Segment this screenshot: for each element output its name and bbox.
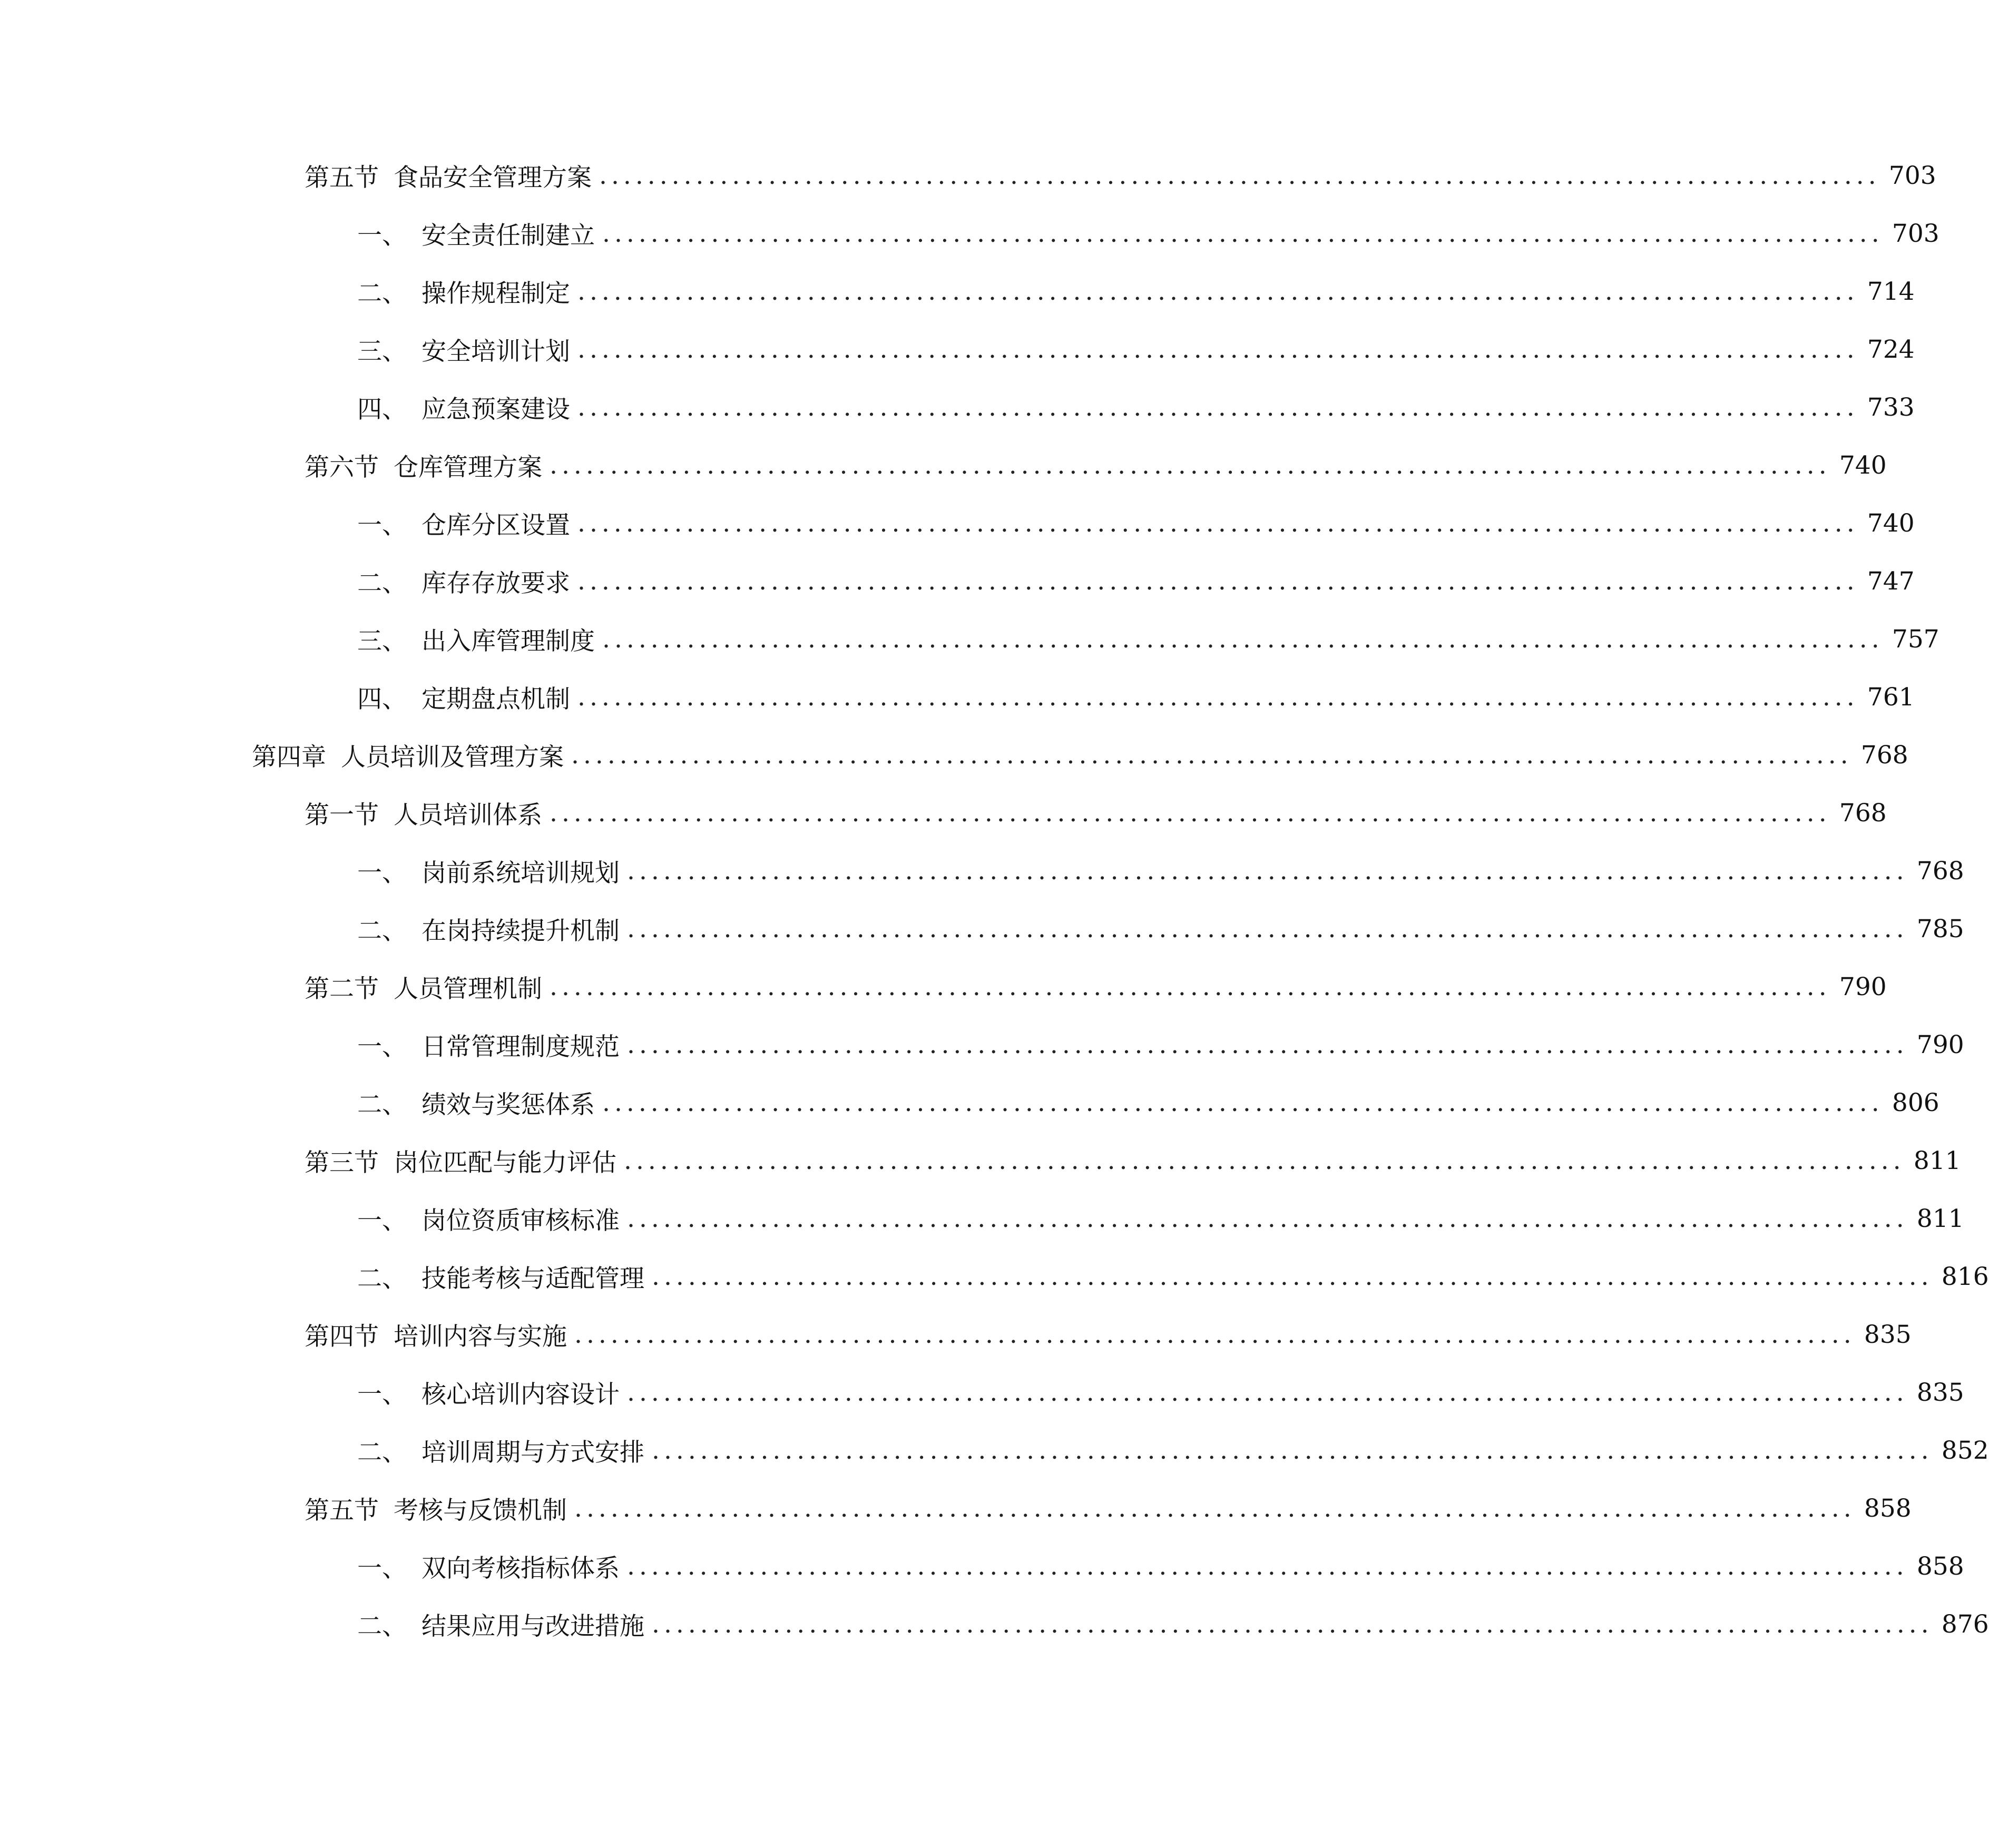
toc-entry-title: 双向考核指标体系 xyxy=(422,1554,620,1583)
toc-entry-title: 日常管理制度规范 xyxy=(422,1032,620,1061)
toc-entry-number: 四、 xyxy=(357,395,407,424)
toc-entry-page: 790 xyxy=(1839,972,1887,1001)
toc-entry-title: 出入库管理制度 xyxy=(422,626,595,656)
toc-entry-page: 733 xyxy=(1867,392,1915,422)
toc-entry-title: 人员管理机制 xyxy=(394,974,542,1004)
toc-entry-title: 技能考核与适配管理 xyxy=(422,1264,644,1293)
toc-entry[interactable] xyxy=(357,331,1915,368)
dot-leader: .......................................................................................................... xyxy=(627,1551,1908,1581)
dot-leader: .......................................................................................................... xyxy=(550,450,1831,480)
toc-entry-page: 811 xyxy=(1916,1204,1964,1233)
toc-entry-title: 核心培训内容设计 xyxy=(422,1380,620,1409)
toc-entry-number: 一、 xyxy=(357,858,407,888)
toc-entry-title: 安全培训计划 xyxy=(422,337,570,366)
toc-entry-number: 二、 xyxy=(357,916,407,946)
toc-entry-title: 应急预案建设 xyxy=(422,395,570,424)
toc-entry-label xyxy=(357,216,595,251)
toc-entry-page: 768 xyxy=(1860,740,1908,770)
toc-entry-number: 一、 xyxy=(357,1554,407,1583)
toc-entry-page: 740 xyxy=(1839,450,1887,480)
toc-entry[interactable] xyxy=(357,1374,1964,1411)
toc-entry-number: 二、 xyxy=(357,1264,407,1293)
toc-entry[interactable] xyxy=(305,157,1936,194)
toc-entry-title: 培训内容与实施 xyxy=(394,1322,567,1351)
toc-entry-label xyxy=(357,1027,620,1063)
toc-entry[interactable] xyxy=(357,679,1915,715)
toc-entry[interactable] xyxy=(357,621,1939,657)
toc-entry-number: 一、 xyxy=(357,1380,407,1409)
toc-entry[interactable] xyxy=(357,1432,1989,1469)
toc-entry-label xyxy=(252,738,564,773)
toc-entry-page: 858 xyxy=(1916,1551,1964,1581)
toc-entry-label xyxy=(305,795,542,831)
toc-entry-number: 四、 xyxy=(357,684,407,714)
toc-entry-number: 二、 xyxy=(357,279,407,308)
toc-entry-label xyxy=(357,390,570,425)
toc-entry-page: 724 xyxy=(1867,335,1915,364)
toc-entry-label xyxy=(357,332,570,367)
toc-entry[interactable] xyxy=(305,1490,1912,1527)
toc-entry-chapter[interactable] xyxy=(252,736,1908,773)
toc-entry-title: 仓库管理方案 xyxy=(394,453,542,482)
toc-entry-title: 安全责任制建立 xyxy=(422,221,595,250)
toc-entry-number: 第四节 xyxy=(305,1322,379,1351)
toc-entry-number: 第三节 xyxy=(305,1148,379,1177)
toc-entry-label xyxy=(357,1607,644,1642)
toc-entry-number: 三、 xyxy=(357,337,407,366)
toc-entry-page: 703 xyxy=(1892,219,1939,248)
toc-entry[interactable] xyxy=(305,794,1887,831)
dot-leader: .......................................................................................................... xyxy=(602,1088,1884,1117)
toc-entry[interactable] xyxy=(357,910,1964,947)
toc-entry-label xyxy=(305,1317,567,1352)
toc-entry-number: 一、 xyxy=(357,1032,407,1061)
toc-entry-page: 768 xyxy=(1916,856,1964,886)
dot-leader: .......................................................................................................... xyxy=(652,1609,1933,1639)
toc-entry-label xyxy=(357,1433,644,1468)
dot-leader: .......................................................................................................... xyxy=(577,335,1859,364)
toc-entry[interactable] xyxy=(357,1084,1939,1121)
dot-leader: .......................................................................................................... xyxy=(550,798,1831,828)
toc-entry-page: 876 xyxy=(1941,1609,1989,1639)
toc-entry-number: 第一节 xyxy=(305,800,379,830)
toc-entry-page: 816 xyxy=(1941,1262,1989,1291)
dot-leader: .......................................................................................................... xyxy=(602,624,1884,654)
toc-entry[interactable] xyxy=(357,215,1939,252)
toc-entry-title: 操作规程制定 xyxy=(422,279,570,308)
toc-entry[interactable] xyxy=(357,563,1915,599)
toc-entry[interactable] xyxy=(357,389,1915,426)
toc-entry-number: 第五节 xyxy=(305,1496,379,1525)
toc-entry-label xyxy=(357,911,620,947)
toc-entry-label xyxy=(357,506,570,541)
toc-entry-title: 岗前系统培训规划 xyxy=(422,858,620,888)
toc-entry-label xyxy=(357,1375,620,1410)
toc-entry-title: 人员培训及管理方案 xyxy=(341,742,564,772)
toc-entry[interactable] xyxy=(305,1316,1912,1353)
toc-entry-number: 第二节 xyxy=(305,974,379,1004)
toc-entry-title: 岗位匹配与能力评估 xyxy=(394,1148,616,1177)
toc-entry[interactable] xyxy=(357,1026,1964,1063)
toc-entry-title: 食品安全管理方案 xyxy=(394,163,592,192)
toc-entry-page: 790 xyxy=(1916,1030,1964,1059)
toc-entry-page: 761 xyxy=(1867,682,1915,712)
dot-leader: .......................................................................................................... xyxy=(627,1378,1908,1407)
toc-entry-number: 一、 xyxy=(357,221,407,250)
dot-leader: .......................................................................................................... xyxy=(574,1320,1856,1349)
toc-entry[interactable] xyxy=(357,1258,1989,1295)
toc-entry-number: 一、 xyxy=(357,1206,407,1235)
toc-entry-page: 835 xyxy=(1864,1320,1912,1349)
toc-entry-title: 人员培训体系 xyxy=(394,800,542,830)
toc-entry-label xyxy=(357,622,595,657)
toc-entry-page: 757 xyxy=(1892,624,1939,654)
dot-leader: .......................................................................................................... xyxy=(571,740,1853,770)
toc-entry[interactable] xyxy=(357,852,1964,889)
dot-leader: .......................................................................................................... xyxy=(599,161,1880,190)
toc-entry-title: 在岗持续提升机制 xyxy=(422,916,620,946)
toc-entry-page: 768 xyxy=(1839,798,1887,828)
toc-entry-label xyxy=(357,564,570,599)
dot-leader: .......................................................................................................... xyxy=(624,1146,1905,1175)
toc-entry-number: 二、 xyxy=(357,1611,407,1641)
toc-entry-title: 绩效与奖惩体系 xyxy=(422,1090,595,1119)
toc-entry-title: 定期盘点机制 xyxy=(422,684,570,714)
toc-entry[interactable] xyxy=(305,1142,1961,1179)
dot-leader: .......................................................................................................... xyxy=(577,392,1859,422)
toc-entry[interactable] xyxy=(305,447,1887,484)
toc-entry-number: 三、 xyxy=(357,626,407,656)
toc-entry-label xyxy=(357,1201,620,1236)
toc-entry[interactable] xyxy=(357,273,1915,310)
toc-entry-label xyxy=(357,1085,595,1120)
toc-entry[interactable] xyxy=(357,505,1915,542)
toc-entry-label xyxy=(305,1143,616,1178)
toc-entry-title: 岗位资质审核标准 xyxy=(422,1206,620,1235)
toc-entry-number: 二、 xyxy=(357,568,407,598)
toc-entry-label xyxy=(357,853,620,889)
toc-entry-page: 806 xyxy=(1892,1088,1939,1117)
toc-entry-title: 库存存放要求 xyxy=(422,568,570,598)
dot-leader: .......................................................................................................... xyxy=(577,277,1859,306)
toc-entry-page: 835 xyxy=(1916,1378,1964,1407)
toc-entry-number: 二、 xyxy=(357,1438,407,1467)
toc-entry-page: 714 xyxy=(1867,277,1915,306)
toc-entry-title: 仓库分区设置 xyxy=(422,510,570,540)
toc-entry-label xyxy=(305,448,542,483)
toc-entry-title: 结果应用与改进措施 xyxy=(422,1611,644,1641)
toc-entry-label xyxy=(357,1259,644,1294)
dot-leader: .......................................................................................................... xyxy=(550,972,1831,1001)
dot-leader: .......................................................................................................... xyxy=(652,1262,1933,1291)
dot-leader: .......................................................................................................... xyxy=(627,914,1908,943)
dot-leader: .......................................................................................................... xyxy=(627,856,1908,886)
dot-leader: .......................................................................................................... xyxy=(602,219,1884,248)
toc-entry-page: 785 xyxy=(1916,914,1964,943)
dot-leader: .......................................................................................................... xyxy=(577,566,1859,596)
dot-leader: .......................................................................................................... xyxy=(627,1204,1908,1233)
toc-entry-title: 考核与反馈机制 xyxy=(394,1496,567,1525)
toc-entry[interactable] xyxy=(305,968,1887,1005)
toc-entry-title: 培训周期与方式安排 xyxy=(422,1438,644,1467)
toc-entry-page: 703 xyxy=(1888,161,1936,190)
toc-entry-page: 852 xyxy=(1941,1436,1989,1465)
dot-leader: .......................................................................................................... xyxy=(577,682,1859,712)
toc-entry[interactable] xyxy=(357,1200,1964,1237)
toc-entry-label xyxy=(305,158,592,193)
toc-entry-label xyxy=(305,969,542,1005)
toc-entry-page: 858 xyxy=(1864,1493,1912,1523)
dot-leader: .......................................................................................................... xyxy=(627,1030,1908,1059)
dot-leader: .......................................................................................................... xyxy=(652,1436,1933,1465)
toc-entry-page: 740 xyxy=(1867,508,1915,538)
toc-entry-page: 811 xyxy=(1913,1146,1961,1175)
dot-leader: .......................................................................................................... xyxy=(574,1493,1856,1523)
toc-entry[interactable] xyxy=(357,1548,1964,1585)
toc-entry-number: 二、 xyxy=(357,1090,407,1119)
dot-leader: .......................................................................................................... xyxy=(577,508,1859,538)
toc-entry-number: 第六节 xyxy=(305,453,379,482)
toc-entry[interactable] xyxy=(357,1606,1989,1643)
toc-entry-page: 747 xyxy=(1867,566,1915,596)
toc-entry-label xyxy=(305,1491,567,1526)
toc-entry-number: 第五节 xyxy=(305,163,379,192)
toc-entry-number: 第四章 xyxy=(252,742,326,772)
toc-entry-label xyxy=(357,680,570,715)
toc-entry-label xyxy=(357,1549,620,1584)
toc-entry-number: 一、 xyxy=(357,510,407,540)
toc-entry-label xyxy=(357,274,570,309)
